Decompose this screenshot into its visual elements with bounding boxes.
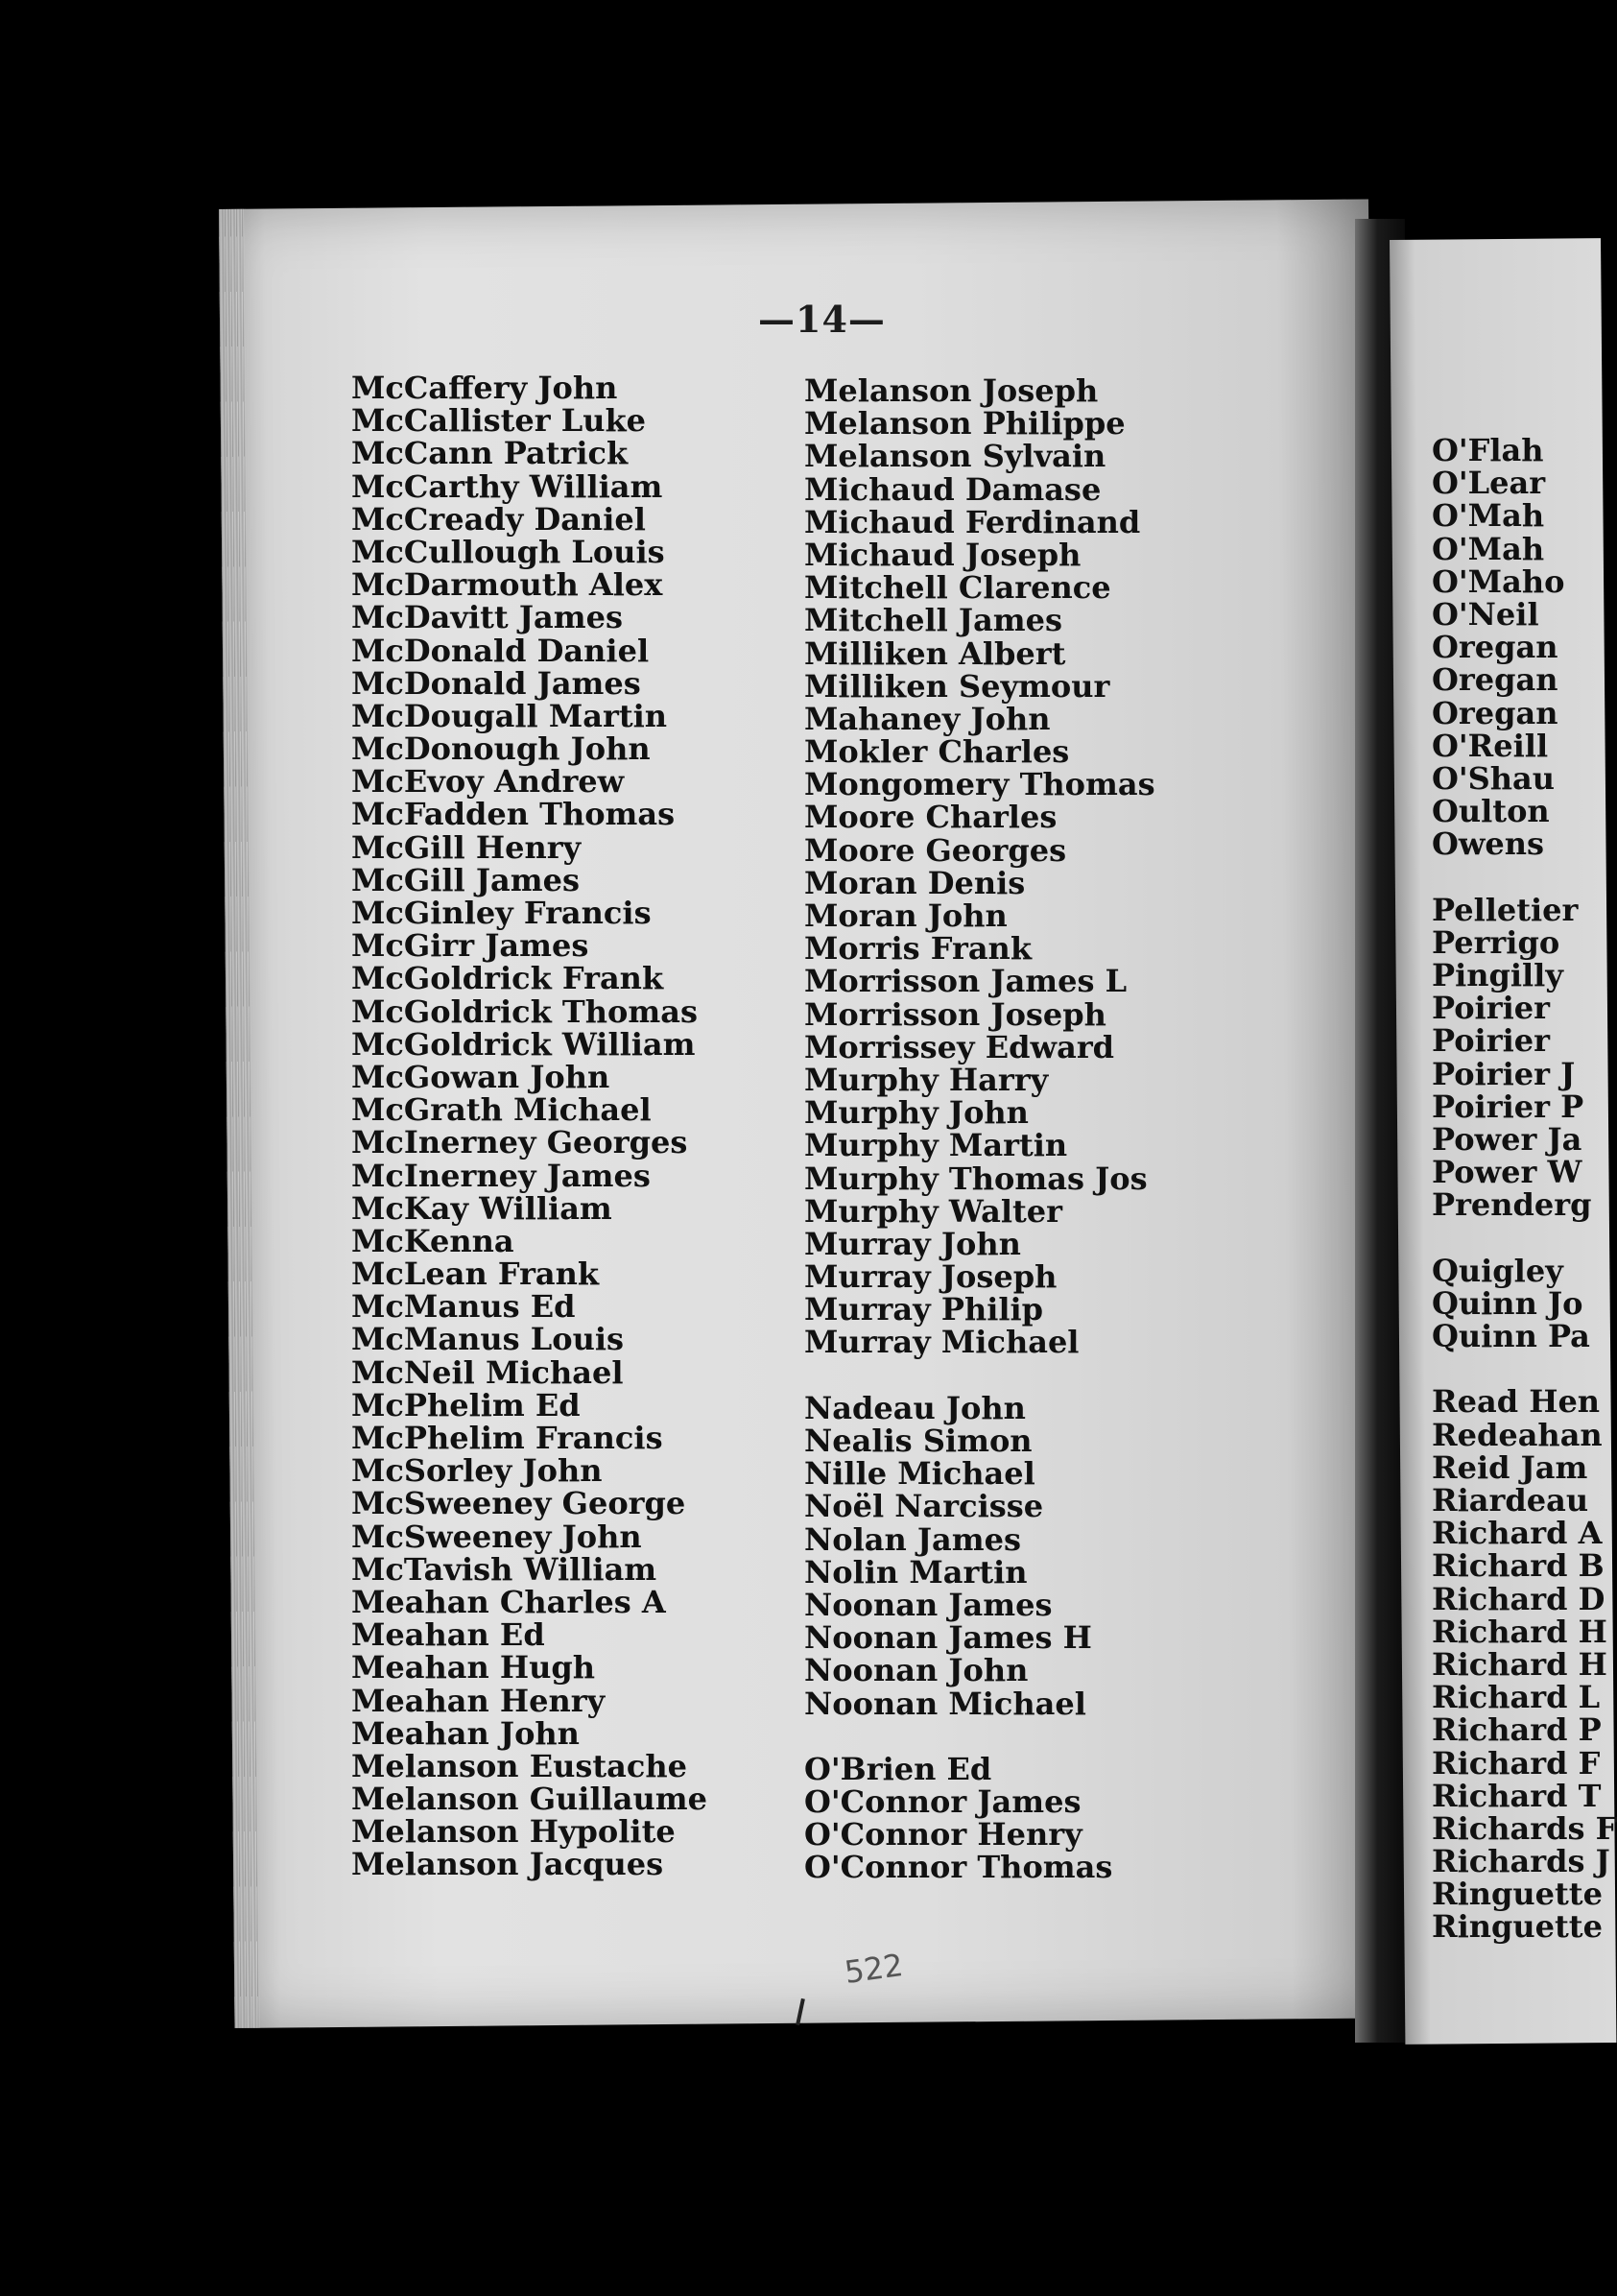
list-item: Meahan Charles A <box>351 1583 666 1620</box>
list-item: McGoldrick Frank <box>351 960 664 997</box>
list-item: Melanson Joseph <box>804 372 1099 409</box>
list-item: McGill James <box>351 861 580 898</box>
list-item: Nille Michael <box>804 1455 1035 1493</box>
list-item: McNeil Michael <box>351 1353 624 1391</box>
list-item: McManus Louis <box>351 1321 625 1358</box>
list-item: McDavitt James <box>351 599 623 636</box>
list-item: Owens <box>1432 825 1545 863</box>
list-item: McSorley John <box>351 1452 603 1490</box>
list-item: Poirier <box>1432 1022 1550 1060</box>
list-item: Murray John <box>804 1225 1021 1262</box>
list-item: Mongomery Thomas <box>804 766 1155 803</box>
name-column-left <box>351 371 707 1881</box>
list-item: Redeahan <box>1432 1416 1603 1453</box>
list-gap <box>804 1720 1155 1753</box>
list-item: Meahan Henry <box>351 1682 606 1719</box>
list-item: McPhelim Francis <box>351 1420 663 1456</box>
list-item: McManus Ed <box>351 1288 576 1326</box>
list-item: Prenderg <box>1432 1186 1592 1224</box>
list-item: O'Connor Thomas <box>804 1849 1113 1886</box>
list-item: Morrisson Joseph <box>804 995 1106 1033</box>
list-item: McGinley Francis <box>351 895 652 931</box>
list-item: Richard D <box>1432 1580 1605 1617</box>
list-item: McSweeney John <box>351 1518 642 1555</box>
list-item: Milliken Albert <box>804 634 1066 672</box>
list-item: O'Lear <box>1432 465 1546 502</box>
list-item: Melanson Jacques <box>351 1846 664 1883</box>
list-item: McGirr James <box>351 927 589 965</box>
list-item: Power Ja <box>1432 1120 1582 1158</box>
list-gap <box>804 1359 1155 1392</box>
list-item: Nolin Martin <box>804 1553 1028 1590</box>
list-item: Richards J <box>1432 1843 1610 1880</box>
list-item: Morrisson James L <box>804 963 1128 1000</box>
list-item: McCaffery John <box>351 370 618 406</box>
list-item: Richard F <box>1432 1744 1601 1782</box>
name-column-right-cropped <box>1432 434 1617 1944</box>
list-item: Riardeau <box>1432 1482 1589 1519</box>
list-item: McLean Frank <box>351 1256 600 1293</box>
list-item: Richard A <box>1432 1515 1603 1552</box>
list-item: Morrissey Edward <box>804 1028 1115 1065</box>
list-item: Richards F <box>1432 1809 1617 1847</box>
list-item: Moran John <box>804 897 1008 934</box>
list-item: McDarmouth Alex <box>351 566 663 604</box>
list-item: Richard P <box>1432 1711 1602 1749</box>
list-gap <box>1432 1222 1617 1255</box>
list-item: Noonan James <box>804 1586 1053 1623</box>
list-item: Meahan John <box>351 1714 580 1752</box>
list-item: O'Reill <box>1432 727 1549 764</box>
list-item: O'Connor Henry <box>804 1816 1082 1854</box>
list-item: Murphy Harry <box>804 1061 1049 1098</box>
list-item: Melanson Sylvain <box>804 438 1106 475</box>
list-item: O'Maho <box>1432 562 1565 600</box>
list-item: Melanson Guillaume <box>351 1781 707 1818</box>
list-item: Quigley <box>1432 1252 1563 1289</box>
list-item: Noonan Michael <box>804 1685 1086 1722</box>
page-number: —14— <box>758 298 886 341</box>
list-item: O'Mah <box>1432 530 1545 567</box>
list-item: McPhelim Ed <box>351 1386 581 1423</box>
list-item: Pelletier <box>1432 891 1579 928</box>
list-item: Mokler Charles <box>804 733 1070 771</box>
list-item: Oregan <box>1432 661 1558 699</box>
list-item: Nealis Simon <box>804 1423 1033 1459</box>
list-item: Pingilly <box>1432 957 1563 993</box>
list-item: Michaud Ferdinand <box>804 503 1141 540</box>
list-item: Oregan <box>1432 629 1558 666</box>
list-item: Ringuette <box>1432 1908 1603 1946</box>
list-item: Oulton <box>1432 793 1550 830</box>
handwritten-margin-note: 522 <box>842 1946 906 1992</box>
list-item: Moore Georges <box>804 831 1067 869</box>
list-item: O'Brien Ed <box>804 1750 992 1787</box>
list-item: Murphy John <box>804 1094 1029 1132</box>
list-item: McGoldrick Thomas <box>351 993 698 1030</box>
list-item: Murray Philip <box>804 1291 1044 1328</box>
list-item: Nolan James <box>804 1520 1021 1558</box>
list-item: Mitchell James <box>804 602 1063 639</box>
list-item: McDonald Daniel <box>351 632 650 669</box>
list-item: Ringuette <box>1432 1876 1603 1913</box>
list-item: Noël Narcisse <box>804 1488 1044 1525</box>
list-item: McCready Daniel <box>351 500 646 538</box>
list-item: Richard H <box>1432 1645 1607 1683</box>
list-item: Morris Frank <box>804 930 1032 968</box>
list-item: Richard L <box>1432 1679 1601 1716</box>
list-item: Perrigo <box>1432 923 1560 961</box>
list-item: McFadden Thomas <box>351 796 676 833</box>
list-item: Noonan James H <box>804 1619 1092 1657</box>
list-item: McCallister Luke <box>351 402 647 440</box>
list-item: McKay William <box>351 1189 612 1227</box>
list-item: Mahaney John <box>804 700 1051 737</box>
list-gap <box>1432 1352 1617 1385</box>
list-item: McCann Patrick <box>351 435 629 472</box>
list-item: McDougall Martin <box>351 697 668 734</box>
list-item: Read Hen <box>1432 1383 1601 1421</box>
list-item: McDonough John <box>351 730 651 768</box>
list-item: McDonald James <box>351 664 641 702</box>
list-item: McGrath Michael <box>351 1091 652 1129</box>
list-gap <box>1432 860 1617 893</box>
list-item: McCullough Louis <box>351 533 665 570</box>
list-item: Richard H <box>1432 1613 1607 1650</box>
list-item: Melanson Philippe <box>804 405 1126 442</box>
list-item: Moran Denis <box>804 864 1026 901</box>
list-item: Mitchell Clarence <box>804 569 1111 607</box>
list-item: Melanson Hypolite <box>351 1813 676 1851</box>
list-item: Moore Charles <box>804 799 1058 836</box>
list-item: Murray Joseph <box>804 1258 1058 1296</box>
list-item: Nadeau John <box>804 1389 1026 1426</box>
list-item: Poirier J <box>1432 1055 1576 1092</box>
list-item: Meahan Hugh <box>351 1649 596 1686</box>
list-item: O'Shau <box>1432 759 1556 797</box>
list-item: Meahan Ed <box>351 1616 545 1654</box>
list-item: McGoldrick William <box>351 1025 696 1063</box>
list-item: Michaud Damase <box>804 470 1102 508</box>
name-column-middle <box>804 374 1155 1884</box>
list-item: O'Connor James <box>804 1783 1082 1821</box>
list-item: Murphy Martin <box>804 1127 1068 1164</box>
list-item: Murphy Thomas Jos <box>804 1160 1148 1197</box>
list-item: Poirier P <box>1432 1088 1584 1125</box>
list-item: Michaud Joseph <box>804 536 1082 573</box>
list-item: Richard B <box>1432 1547 1605 1585</box>
list-item: Milliken Seymour <box>804 667 1110 705</box>
list-item: McEvoy Andrew <box>351 763 625 801</box>
list-item: Quinn Pa <box>1432 1318 1590 1355</box>
list-item: O'Flah <box>1432 432 1544 468</box>
list-item: Power W <box>1432 1154 1582 1191</box>
list-item: McSweeney George <box>351 1485 686 1522</box>
list-item: Murray Michael <box>804 1324 1080 1361</box>
list-item: Richard T <box>1432 1777 1602 1814</box>
list-item: Noonan John <box>804 1652 1029 1689</box>
list-item: O'Neil <box>1432 595 1539 633</box>
list-item: Quinn Jo <box>1432 1284 1583 1322</box>
list-item: McGill Henry <box>351 828 582 866</box>
list-item: Murphy Walter <box>804 1192 1062 1230</box>
list-item: McGowan John <box>351 1058 610 1095</box>
list-item: McInerney James <box>351 1157 651 1194</box>
list-item: McKenna <box>351 1222 514 1259</box>
list-item: Melanson Eustache <box>351 1747 687 1784</box>
list-item: McInerney Georges <box>351 1124 688 1161</box>
list-item: Reid Jam <box>1432 1448 1588 1486</box>
list-item: O'Mah <box>1432 497 1545 535</box>
list-item: Poirier <box>1432 990 1550 1027</box>
list-item: McTavish William <box>351 1550 657 1588</box>
list-item: McCarthy William <box>351 467 663 505</box>
list-item: Oregan <box>1432 694 1558 731</box>
